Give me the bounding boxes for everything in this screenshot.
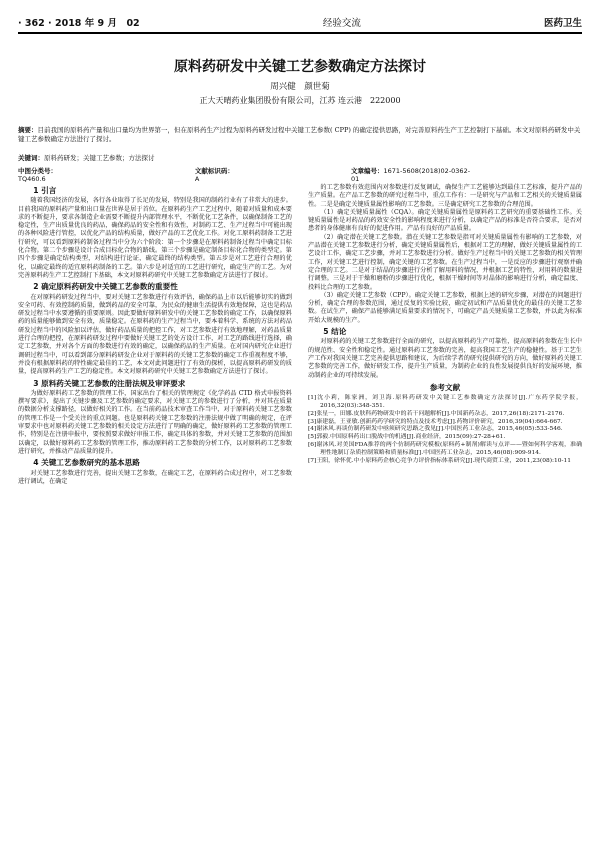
running-header	[18, 14, 582, 30]
section-heading: 2 确定原料药研发中关键工艺参数的重要性	[33, 282, 178, 292]
body-paragraph: 对原料药的关键工艺参数进行全面的研究，以提高原料药生产可靠性，提高原料药参数在生长中的规范性、安全性和稳定性。通过原料药工艺参数的完善，提高我国工艺生产的稳健性。基于工艺生产工作对我国关键工艺完善提供思路和建议，为后续学者的研究提供研究的方向，做好原料药关键工艺参数的完善工作，做好研发工作，提升生产质量，为制药企业的良性发展提供良好的发展环境，推动制药企业的可持续发展。	[308, 338, 582, 379]
abstract-text: 目前我国的原料药产量和出口量均为世界第一，但在原料药生产过程为原料药研发过程中关键工艺参数( CPP) 的确定提供思路，对完善原料药生产工艺控制打下基础。本文对原料药研发中关键工艺参数确定方法进行了探讨。	[18, 126, 581, 143]
reference-list	[308, 395, 582, 465]
reference-item: [7]王阳，徐怀优.中小原料药企核心竞争力评价指标体系研究[J].现代商贸工业，2011,23(08):10-11	[308, 457, 571, 464]
header-rule	[18, 32, 582, 34]
article-id: 文章编号：1671-5608(2018)02-0362-01	[351, 167, 471, 183]
body-paragraph: 为做好原料药工艺参数的管理工作，国家出台了相关的管理规定《化学药品 CTD 格式申报资料撰写要求》，提出了关键步骤及工艺参数的确定要求，对关键工艺的参数进行了分析，并对其在质量的数据分析支撑路径，以做好相关的工作。在当前药品技术审查工作当中，对于原料药关键工艺参数的管理工作是一个受关注的重点问题。也是原料药关键工艺参数的注册法规中做了明确的规定，在评审要求中也对原料药关键工艺参数的相关设定方法进行了明确的确定，做好原料药工艺参数的管理工作，特别是在注册申报中，要按照要求做好审报工作，确定具体的参数，并对关键工艺参数的范围加以确定，以做好原料药工艺参数的管理工作，推动原料药工艺参数的分析工作，以对原料药工艺参数进行研究，并推动产品质量的提升。	[18, 389, 292, 455]
abstract	[18, 126, 582, 144]
article-meta	[18, 166, 582, 183]
body-paragraph: （2）确定潜在关键工艺参数。潜在关键工艺参数是指可对关键质量属性有影响的工艺参数，对产品潜在关键工艺参数进行分析，确定关键质量属性后，根据对工艺的理解，做好关键质量属性的工艺设计工作，确定工艺步骤，并对工艺参数进行分析。做好生产过程当中的关键工艺参数的相关管理工作，对关键工艺进行控制，确定关键的工艺参数。在生产过程当中，一是反应的步骤进行观察并确定合理的工艺。二是对于结晶的步骤进行分析了解用料的情况，并根据工艺的特性，对用料的数量进行调整。三是对于干燥和磨粉的步骤进行优化，根据干燥时间等对晶体的影响进行分析，确定温度、投料比合理的工艺参数。	[308, 233, 582, 291]
body-paragraph: （1）确定关键质量属性（CQA）。确定关键质量属性是原料药工艺研究的重要基础性工作。关键质量属性是对药品的药效安全性的影响程度来进行分析，以确定产品的标准是否符合要求，是否对患者的身体健康有良好的促进作用。产品有良好的产品质量。	[308, 208, 582, 233]
reference-item: [6]谢沐风.对美国FDA推荐的两个仿制药研究模板(原料药+制剂)解读与点评——暨如何科学客观，准确理性地制订杂质控制策略和质量标准[J].中国医药工业杂志，2015,46(08):909-914.	[308, 441, 582, 456]
author-affiliation: 正大天晴药业集团股份有限公司，江苏 连云港 222000	[199, 96, 401, 105]
reference-item: [4]谢沐风.再谈仿制药研发中亟须研究思路之我见[J].中国医药工业杂志，2015,46(05):533-546.	[308, 426, 563, 433]
article-authors: 周兴健 颜世菊	[270, 82, 330, 92]
article-title: 原料药研发中关键工艺参数确定方法探讨	[174, 59, 426, 75]
section-name: 经验交流	[322, 18, 361, 29]
body-paragraph: 的工艺参数有效范围内对参数进行反复调试，确保生产工艺能够达到最佳工艺标准，提升产品的生产质量。在产品工艺参数的研究过程当中，重点工作有：一是研究与产品和工艺相关的关键质量属性。二是是确定关键质量属性影响的工艺参数。三是确定研究工艺参数的合理范围。	[308, 184, 582, 208]
section-heading: 1 引言	[33, 186, 57, 195]
body-paragraph: （3）确定关键工艺参数（CPP）。确定关键工艺参数，根据上述的研究步骤，对潜在的问题进行分析，确定合理的参数范围，通过反复的实验比较，确定初试和产品质量优化的最佳的关键工艺参数。在试生产，确保产品能够满足质量要求的情况下，可确定产品关键质量工艺参数，并以此为标准开始大规模的生产。	[308, 291, 582, 324]
document-code: 文献标识码：A	[194, 167, 234, 183]
section-heading: 3 原料药关键工艺参数的注册法规及审评要求	[33, 378, 186, 388]
reference-item: [1]沈小莉，陈家洲，刘卫海.原料药研发中关键工艺参数确定方法探讨[J].广东药学院学报，2016,32(03):348-351.	[308, 395, 582, 409]
body-paragraph: 对关键工艺参数进行完善，提出关键工艺参数，在确定工艺，在原料药合成过程中，对工艺参数进行调试，在确定	[18, 469, 292, 485]
right-column	[308, 184, 582, 465]
left-column	[18, 184, 292, 486]
section-heading: 5 结论	[323, 327, 347, 337]
keywords-label: 关键词：	[18, 154, 44, 162]
section-heading: 4 关键工艺参数研究的基本思路	[33, 458, 140, 468]
clc-number: 中图分类号：TQ460.6	[18, 167, 57, 183]
keywords	[18, 154, 582, 163]
reference-item: [3]康建磊，王亚敏.创新药药学研究的特点及技术考虑[J].药物评价研究，2016,39(04):664-667.	[308, 418, 563, 425]
abstract-label: 摘要：	[18, 126, 38, 134]
keywords-text: 原料药研发；关键工艺参数；方法探讨	[44, 154, 155, 162]
issue-info: · 362 · 2018 年 9 月 02	[18, 18, 140, 29]
body-paragraph: 在对原料药研发过程当中，要对关键工艺参数进行有效评估，确保药品上市以后能够切实的做到安全可药、有效控制药质量，做到药品的安全可靠，为民众的健康生活提供有效地保障，这也是药品研发过程当中水要遵循的重要原则。因此要做好原料研发中的关键工艺参数的确定工作，以确保原料药的质量能够做到安全有效，质量稳定。在原料药的生产过程当中，要本着科学、系统的方法对药品研发过程当中的风险加以评估，做好药品质量的把控工作，对工艺参数进行有效地理解，对药品质量进行合理的把控，在原料药研发过程中要做好关键工艺的处方设计工作，对工艺的路线进行选择，确定工艺参数，并对各个方面的参数进行有效的确定，以确保药品的生产质量。在对国内研究企业进行调研过程当中，可以看到部分原料药研发企业对于原料药的关键工艺参数的确定工作重视程度不够，并没有根据原料药的特性确定最佳的工艺，本文对此问题进行了有效的探析，以提高原料药研发的质量，提高原料药生产工艺的稳定性。本文对原料药研究中关键工艺参数确定方法进行了探讨。	[18, 293, 292, 376]
journal-category: 医药卫生	[543, 18, 582, 29]
body-paragraph: 随着我国经济的发展，各行各业取得了长足的发展，特别是我国的制药行业有了非常大的进步。目前我国的原料药产量和出口量在世界是居于首位。在原料药生产工艺过程中，随着对质量和成本要求的不断提升，要求各制造企业需要不断提升内部管理水平，不断优化工艺条件，以确保制备工艺的稳定性，生产出质量优良的药品，确保药品的安全性和有效性，对制药工艺、生产过程当中可能出现的各种风险进行管控，以优化产品的结构质量，做好产品的工艺优化工作。对化工原料药制备工艺进行研究，可以看到原料药制备过程当中分为六个阶段：第一个步骤是在原料药制备过程当中确定目标化合物。第二个步骤是设计合成目标化合物的路线。第三个步骤是确定制备目标化合物的类型定。第四个步骤是确定结构类型，对结构进行论证，确定最终的结构类型。第五步是对工艺进行合理的优化，以确定最终的适宜原料药制备的工艺。第六步是对适宜的工艺进行研究，确定生产的工艺。为对完善原料药生产工艺控制打下基础，本文对原料药研究中关键工艺参数确定方法进行了探讨。	[18, 197, 292, 279]
reference-item: [5]郭毅.中国原料药出口脱战中的机遇[J].商业经济，2015(09):27-28+61.	[308, 434, 506, 441]
reference-item: [2]张星一，田娜.皮肤科药物研发中的若干问题解析[J].中国新药杂志，2017,26(18):2171-2176.	[308, 410, 565, 417]
references-heading: 参考文献	[429, 382, 461, 392]
